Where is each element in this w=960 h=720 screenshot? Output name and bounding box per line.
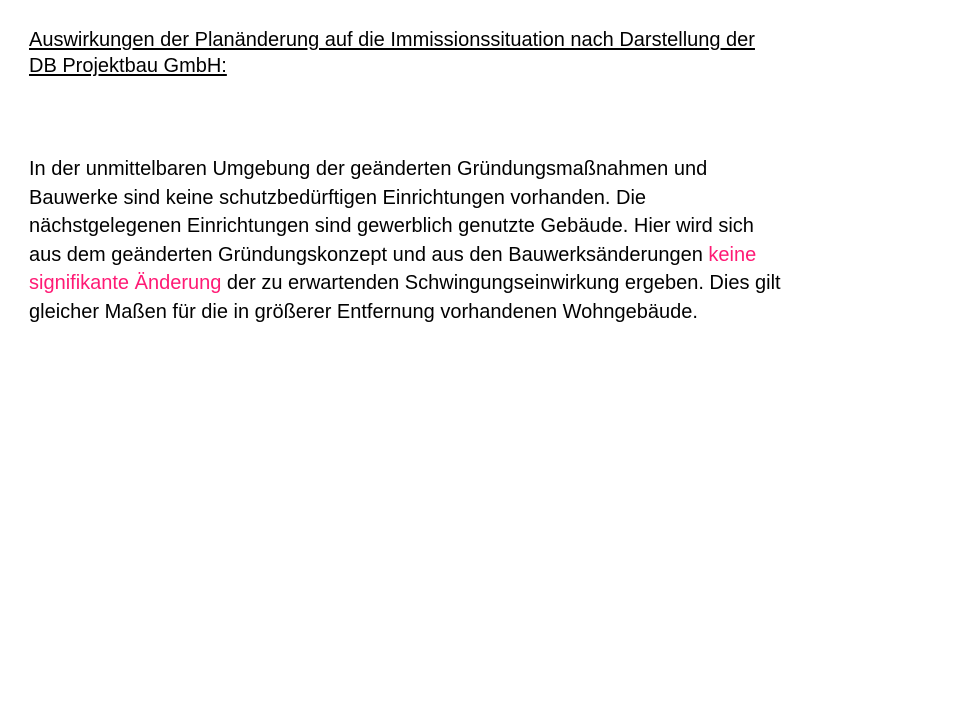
heading-line-2: DB Projektbau GmbH: [29, 55, 227, 77]
body-line-4-text: aus dem geänderten Gründungskonzept und aus den Bauwerksänderungen [29, 243, 709, 266]
highlight-text-signifikante-aenderung: signifikante Änderung [29, 272, 222, 294]
body-line-3: nächstgelegenen Einrichtungen sind gewerblich genutzte Gebäude. Hier wird sich [29, 215, 754, 237]
body-paragraph [29, 155, 939, 326]
body-line-5 [29, 269, 939, 298]
body-line-1: In der unmittelbaren Umgebung der geänderten Gründungsmaßnahmen und [29, 158, 708, 180]
heading-line-1: Auswirkungen der Planänderung auf die Immissionssituation nach Darstellung der [29, 29, 755, 51]
slide-heading [29, 27, 919, 79]
body-line-2: Bauwerke sind keine schutzbedürftigen Einrichtungen vorhanden. Die [29, 186, 647, 209]
body-line-6: gleicher Maßen für die in größerer Entfernung vorhandenen Wohngebäude. [29, 300, 698, 323]
body-line-5-text: der zu erwartenden Schwingungseinwirkung ergeben. Dies gilt [221, 272, 781, 294]
body-line-4 [29, 241, 939, 270]
highlight-text-keine: keine [708, 243, 757, 266]
